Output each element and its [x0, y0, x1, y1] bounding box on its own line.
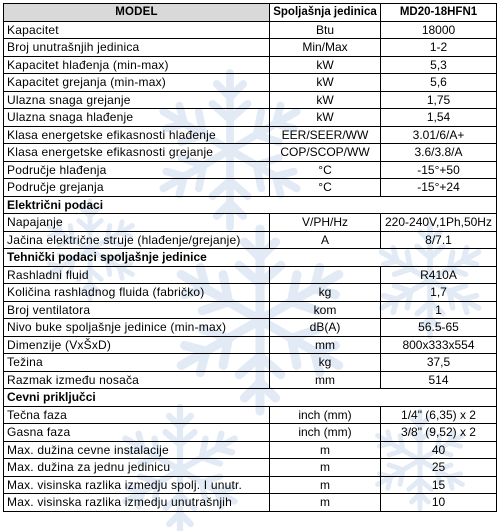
row-label: Napajanje [4, 214, 270, 232]
row-value: 3.01/6/A+ [381, 126, 497, 144]
row-value: 8/7.1 [381, 231, 497, 249]
row-label: Gasna faza [4, 424, 270, 442]
row-unit [270, 266, 381, 284]
row-unit: kg [270, 284, 381, 302]
table-row [4, 319, 497, 337]
row-value: 1,54 [381, 109, 497, 127]
row-label: Dimenzije (VxŠxD) [4, 336, 270, 354]
table-row [4, 354, 497, 372]
row-value: 1-2 [381, 39, 497, 57]
row-label: Broj unutrašnjih jedinica [4, 39, 270, 57]
header-model-number: MD20-18HFN1 [381, 4, 497, 22]
row-value: 25 [381, 459, 497, 477]
row-unit: V/PH/Hz [270, 214, 381, 232]
row-value: 56.5-65 [381, 319, 497, 337]
header-unit-type: Spoljašnja jedinica [270, 4, 381, 22]
row-unit: A [270, 231, 381, 249]
row-value: 40 [381, 441, 497, 459]
row-label: Područje grejanja [4, 179, 270, 197]
row-label: Ulazna snaga grejanje [4, 91, 270, 109]
table-row [4, 91, 497, 109]
row-unit: Min/Max [270, 39, 381, 57]
table-row [4, 126, 497, 144]
header-model: MODEL [4, 4, 270, 22]
section-title: Električni podaci [4, 196, 497, 214]
row-value: 800x333x554 [381, 336, 497, 354]
row-label: Max. visinska razlika izmedju spolj. I unutr. [4, 476, 270, 494]
row-label: Max. dužina za jednu jedinicu [4, 459, 270, 477]
row-value: 514 [381, 371, 497, 389]
row-unit: kW [270, 109, 381, 127]
row-label: Tečna faza [4, 406, 270, 424]
row-value: 220-240V,1Ph,50Hz [381, 214, 497, 232]
row-value: 5,3 [381, 56, 497, 74]
row-unit: kW [270, 56, 381, 74]
table-row [4, 441, 497, 459]
row-unit: mm [270, 336, 381, 354]
row-value: 1,75 [381, 91, 497, 109]
row-value: R410A [381, 266, 497, 284]
table-row [4, 161, 497, 179]
table-row [4, 476, 497, 494]
row-unit: m [270, 494, 381, 512]
row-unit: COP/SCOP/WW [270, 144, 381, 162]
table-row [4, 214, 497, 232]
table-row [4, 21, 497, 39]
row-value: 18000 [381, 21, 497, 39]
table-row [4, 284, 497, 302]
row-unit: m [270, 476, 381, 494]
specification-table [3, 3, 497, 512]
row-label: Broj ventilatora [4, 301, 270, 319]
table-row [4, 336, 497, 354]
row-label: Klasa energetske efikasnosti hlađenje [4, 126, 270, 144]
row-label: Klasa energetske efikasnosti grejanje [4, 144, 270, 162]
table-row [4, 406, 497, 424]
row-label: Max. visinska razlika izmedju unutrašnjih [4, 494, 270, 512]
row-unit: m [270, 441, 381, 459]
row-unit: kg [270, 354, 381, 372]
table-row [4, 424, 497, 442]
table-row [4, 301, 497, 319]
section-header-row [4, 389, 497, 407]
section-header-row [4, 196, 497, 214]
section-title: Tehnički podaci spoljašnje jedinice [4, 249, 497, 267]
row-unit: °C [270, 179, 381, 197]
table-row [4, 459, 497, 477]
row-value: 15 [381, 476, 497, 494]
row-unit: EER/SEER/WW [270, 126, 381, 144]
row-unit: m [270, 459, 381, 477]
row-value: 1/4" (6,35) x 2 [381, 406, 497, 424]
section-title: Cevni priključci [4, 389, 497, 407]
row-label: Područje hlađenja [4, 161, 270, 179]
table-row [4, 179, 497, 197]
row-label: Količina rashladnog fluida (fabričko) [4, 284, 270, 302]
row-value: 3/8" (9,52) x 2 [381, 424, 497, 442]
row-label: Ulazna snaga hlađenje [4, 109, 270, 127]
row-unit: dB(A) [270, 319, 381, 337]
table-row [4, 231, 497, 249]
table-row [4, 266, 497, 284]
table-row [4, 56, 497, 74]
row-value: 37,5 [381, 354, 497, 372]
row-unit: °C [270, 161, 381, 179]
row-label: Rashladni fluid [4, 266, 270, 284]
row-label: Jačina električne struje (hlađenje/grejanje) [4, 231, 270, 249]
row-value: -15°+24 [381, 179, 497, 197]
section-header-row [4, 249, 497, 267]
row-label: Kapacitet [4, 21, 270, 39]
row-value: 1 [381, 301, 497, 319]
row-label: Kapacitet hlađenja (min-max) [4, 56, 270, 74]
table-row [4, 144, 497, 162]
row-value: -15°+50 [381, 161, 497, 179]
row-value: 1,7 [381, 284, 497, 302]
table-header-row [4, 4, 497, 22]
row-unit: kW [270, 91, 381, 109]
row-unit: kW [270, 74, 381, 92]
row-label: Razmak između nosača [4, 371, 270, 389]
row-label: Max. dužina cevne instalacije [4, 441, 270, 459]
table-row [4, 371, 497, 389]
row-unit: inch (mm) [270, 424, 381, 442]
table-row [4, 74, 497, 92]
row-value: 5,6 [381, 74, 497, 92]
row-label: Nivo buke spoljašnje jedinice (min-max) [4, 319, 270, 337]
table-row [4, 494, 497, 512]
table-row [4, 109, 497, 127]
row-unit: mm [270, 371, 381, 389]
row-value: 3.6/3.8/A [381, 144, 497, 162]
row-label: Kapacitet grejanja (min-max) [4, 74, 270, 92]
row-value: 10 [381, 494, 497, 512]
row-label: Težina [4, 354, 270, 372]
row-unit: Btu [270, 21, 381, 39]
row-unit: inch (mm) [270, 406, 381, 424]
table-row [4, 39, 497, 57]
row-unit: kom [270, 301, 381, 319]
